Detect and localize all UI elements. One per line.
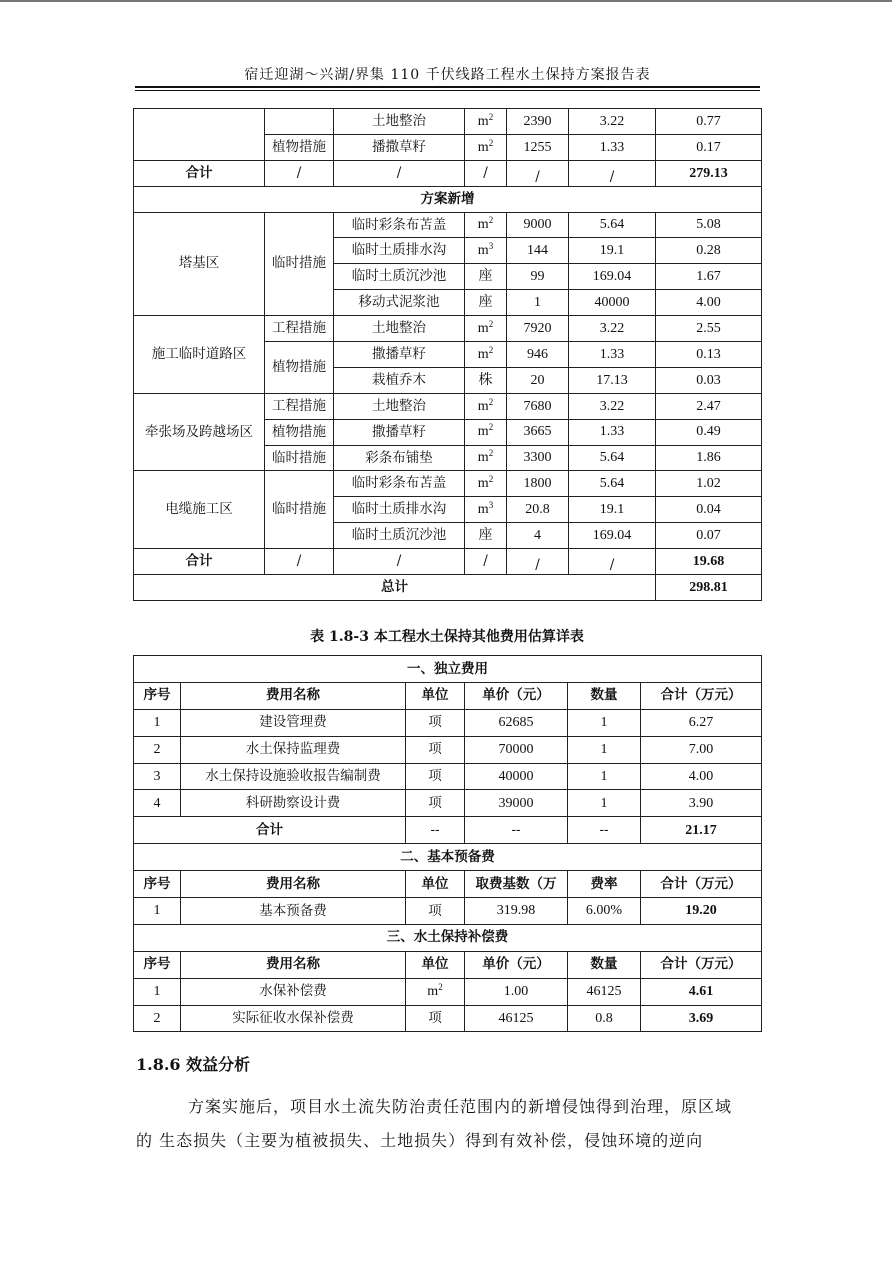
fee-name-cell: 科研勘察设计费 [181,790,406,817]
column-header: 单位 [406,871,465,898]
column-header: 数量 [568,682,641,709]
body-paragraph-line: 的 生态损失（主要为植被损失、土地损失）得到有效补偿，侵蚀环境的逆向 [136,1131,704,1150]
measure-name-cell: 临时彩条布苫盖 [334,212,465,238]
quantity-cell: 144 [507,238,569,264]
unit-cell: 项 [406,763,465,790]
total-cell: 1.67 [656,264,762,290]
measure-type-cell: 植物措施 [265,419,334,445]
unit-cell: $m^2$ [465,212,507,238]
unit-cell: $m^3$ [465,497,507,523]
row-number: 1 [134,709,181,736]
total-cell: 0.07 [656,523,762,549]
measure-type-cell: 工程措施 [265,316,334,342]
unit-cell: $m^2$ [465,445,507,471]
column-header: 取费基数（万 [465,871,568,898]
total-cell: 0.17 [656,134,762,160]
subtotal-value: 21.17 [641,817,762,844]
placeholder-cell: / [507,549,569,575]
unit-cell: $m^3$ [465,238,507,264]
section-title-row [134,656,762,683]
measure-type-cell: 临时措施 [265,445,334,471]
placeholder-cell: -- [568,817,641,844]
column-header: 单位 [406,682,465,709]
total-cell: 4.00 [656,290,762,316]
total-cell: 4.00 [641,763,762,790]
placeholder-cell: / [465,160,507,186]
measure-name-cell: 临时土质排水沟 [334,497,465,523]
quantity-cell: 2390 [507,109,569,135]
placeholder-cell: / [265,160,334,186]
body-paragraph-line: 方案实施后，项目水土流失防治责任范围内的新增侵蚀得到治理，原区域 [188,1097,733,1116]
section-header-row [134,186,762,212]
section-title: 二、基本预备费 [134,844,762,871]
measure-name-cell: 栽植乔木 [334,367,465,393]
total-cell: 6.27 [641,709,762,736]
column-header: 合计（万元） [641,951,762,978]
total-cell: 2.55 [656,316,762,342]
measure-name-cell: 土地整治 [334,393,465,419]
unit-price-cell: 19.1 [569,238,656,264]
table-row [134,393,762,419]
page-top-border [0,0,892,2]
unit-cell: $m^2$ [465,471,507,497]
unit-cell: $m^2$ [465,393,507,419]
table-row [134,1005,762,1032]
quantity-cell: 1 [568,790,641,817]
unit-price-cell: 1.33 [569,134,656,160]
placeholder-cell: / [334,160,465,186]
unit-cell: $m^2$ [465,419,507,445]
unit-price-cell: 40000 [465,763,568,790]
total-cell: 0.03 [656,367,762,393]
table-row [134,790,762,817]
quantity-cell: 7920 [507,316,569,342]
unit-price-cell: 1.33 [569,419,656,445]
column-header: 单价（元） [465,682,568,709]
fee-name-cell: 实际征收水保补偿费 [181,1005,406,1032]
zone-name-cell: 塔基区 [134,212,265,316]
column-header: 数量 [568,951,641,978]
header-rule [135,86,760,88]
unit-price-cell: 1.33 [569,342,656,368]
unit-price-cell: 40000 [569,290,656,316]
unit-price-cell: 1.00 [465,978,568,1005]
unit-cell: 项 [406,709,465,736]
unit-cell: $m^2$ [465,134,507,160]
column-header: 单位 [406,951,465,978]
header-rule-thin [135,90,760,91]
section-title: 一、独立费用 [134,656,762,683]
unit-price-cell: 17.13 [569,367,656,393]
quantity-cell: 1 [568,709,641,736]
subtotal-row [134,549,762,575]
measure-name-cell: 撒播草籽 [334,342,465,368]
subtotal-row [134,817,762,844]
quantity-cell: 4 [507,523,569,549]
unit-price-cell: 19.1 [569,497,656,523]
new-measures-section-label: 方案新增 [134,186,762,212]
measure-name-cell: 临时土质沉沙池 [334,264,465,290]
row-number: 2 [134,1005,181,1032]
total-cell: 7.00 [641,736,762,763]
unit-price-cell: 5.64 [569,445,656,471]
measure-name-cell: 播撒草籽 [334,134,465,160]
measure-type-cell: 工程措施 [265,393,334,419]
zone-cell-continued [134,109,265,161]
total-cell: 19.20 [641,898,762,925]
total-cell: 3.69 [641,1005,762,1032]
row-number: 1 [134,898,181,925]
measure-type-cell: 临时措施 [265,471,334,549]
unit-price-cell: 62685 [465,709,568,736]
section-title: 三、水土保持补偿费 [134,924,762,951]
table-row [134,978,762,1005]
unit-price-cell: 169.04 [569,264,656,290]
quantity-cell: 1 [568,736,641,763]
row-number: 2 [134,736,181,763]
unit-cell: $m^2$ [465,109,507,135]
header-row [134,871,762,898]
quantity-cell: 20 [507,367,569,393]
unit-price-cell: 3.22 [569,109,656,135]
unit-price-cell: 46125 [465,1005,568,1032]
total-cell: 2.47 [656,393,762,419]
fee-name-cell: 水保补偿费 [181,978,406,1005]
grand-total-label: 总计 [134,575,656,601]
quantity-cell: 1 [507,290,569,316]
quantity-cell: 1800 [507,471,569,497]
quantity-cell: 1255 [507,134,569,160]
column-header: 序号 [134,871,181,898]
total-cell: 4.61 [641,978,762,1005]
unit-cell: 项 [406,898,465,925]
quantity-cell: 0.8 [568,1005,641,1032]
measure-type-cell: 临时措施 [265,212,334,316]
unit-price-cell: 5.64 [569,212,656,238]
column-header: 序号 [134,951,181,978]
column-header: 费用名称 [181,871,406,898]
unit-price-cell: 169.04 [569,523,656,549]
unit-cell: 座 [465,290,507,316]
unit-cell: $m^2$ [465,316,507,342]
measure-name-cell: 临时土质排水沟 [334,238,465,264]
quantity-cell: 1 [568,763,641,790]
unit-price-cell: 3.22 [569,393,656,419]
measure-type-cell [265,109,334,135]
placeholder-cell: -- [406,817,465,844]
fee-name-cell: 水土保持设施验收报告编制费 [181,763,406,790]
table-row [134,471,762,497]
fee-name-cell: 水土保持监理费 [181,736,406,763]
zone-name-cell: 电缆施工区 [134,471,265,549]
measure-type-cell: 植物措施 [265,342,334,394]
column-header: 单价（元） [465,951,568,978]
unit-price-cell: 5.64 [569,471,656,497]
table-row [134,109,762,135]
quantity-cell: 7680 [507,393,569,419]
measure-name-cell: 土地整治 [334,109,465,135]
measure-name-cell: 彩条布铺垫 [334,445,465,471]
total-cell: 5.08 [656,212,762,238]
measure-cost-table [133,108,762,601]
placeholder-cell: / [465,549,507,575]
unit-price-cell: 3.22 [569,316,656,342]
placeholder-cell: / [334,549,465,575]
zone-name-cell: 牵张场及跨越场区 [134,393,265,471]
unit-price-cell: 70000 [465,736,568,763]
column-header: 费用名称 [181,682,406,709]
table-row [134,763,762,790]
unit-price-cell: 39000 [465,790,568,817]
placeholder-cell: / [569,549,656,575]
total-cell: 0.13 [656,342,762,368]
placeholder-cell: / [507,160,569,186]
unit-cell: 项 [406,1005,465,1032]
measure-name-cell: 移动式泥浆池 [334,290,465,316]
subtotal-value: 279.13 [656,160,762,186]
table-row [134,316,762,342]
quantity-cell: 9000 [507,212,569,238]
placeholder-cell: -- [465,817,568,844]
table-caption: 表 1.8-3 本工程水土保持其他费用估算详表 [310,629,584,645]
column-header: 合计（万元） [641,682,762,709]
section-heading: 1.8.6 效益分析 [136,1055,251,1074]
total-cell: 0.77 [656,109,762,135]
fee-name-cell: 建设管理费 [181,709,406,736]
row-number: 1 [134,978,181,1005]
total-cell: 0.28 [656,238,762,264]
measure-name-cell: 土地整治 [334,316,465,342]
column-header: 序号 [134,682,181,709]
quantity-cell: 20.8 [507,497,569,523]
total-cell: 1.86 [656,445,762,471]
measure-name-cell: 临时彩条布苫盖 [334,471,465,497]
subtotal-label: 合计 [134,549,265,575]
row-number: 4 [134,790,181,817]
column-header: 合计（万元） [641,871,762,898]
column-header: 费用名称 [181,951,406,978]
unit-cell: 株 [465,367,507,393]
unit-cell: 座 [465,264,507,290]
placeholder-cell: / [265,549,334,575]
row-number: 3 [134,763,181,790]
total-cell: 0.49 [656,419,762,445]
base-amount-cell: 319.98 [465,898,568,925]
placeholder-cell: / [569,160,656,186]
measure-type-cell: 植物措施 [265,134,334,160]
table-row [134,212,762,238]
section-title-row [134,924,762,951]
total-cell: 3.90 [641,790,762,817]
measure-name-cell: 临时土质沉沙池 [334,523,465,549]
column-header: 费率 [568,871,641,898]
quantity-cell: 46125 [568,978,641,1005]
unit-cell: 项 [406,790,465,817]
subtotal-row [134,160,762,186]
quantity-cell: 3300 [507,445,569,471]
fee-name-cell: 基本预备费 [181,898,406,925]
unit-cell: $m^2$ [465,342,507,368]
total-cell: 1.02 [656,471,762,497]
quantity-cell: 3665 [507,419,569,445]
subtotal-label: 合计 [134,817,406,844]
total-cell: 0.04 [656,497,762,523]
table-row [134,736,762,763]
other-cost-table [133,655,762,1032]
table-row [134,709,762,736]
unit-cell: 座 [465,523,507,549]
measure-name-cell: 撒播草籽 [334,419,465,445]
quantity-cell: 946 [507,342,569,368]
page-header-title: 宿迁迎湖～兴湖/界集 110 千伏线路工程水土保持方案报告表 [244,67,651,83]
grand-total-value: 298.81 [656,575,762,601]
quantity-cell: 99 [507,264,569,290]
table-row [134,898,762,925]
subtotal-value: 19.68 [656,549,762,575]
subtotal-label: 合计 [134,160,265,186]
unit-cell: 项 [406,736,465,763]
header-row [134,951,762,978]
section-title-row [134,844,762,871]
zone-name-cell: 施工临时道路区 [134,316,265,394]
grand-total-row [134,575,762,601]
header-row [134,682,762,709]
unit-cell: $m^2$ [406,978,465,1005]
rate-cell: 6.00% [568,898,641,925]
